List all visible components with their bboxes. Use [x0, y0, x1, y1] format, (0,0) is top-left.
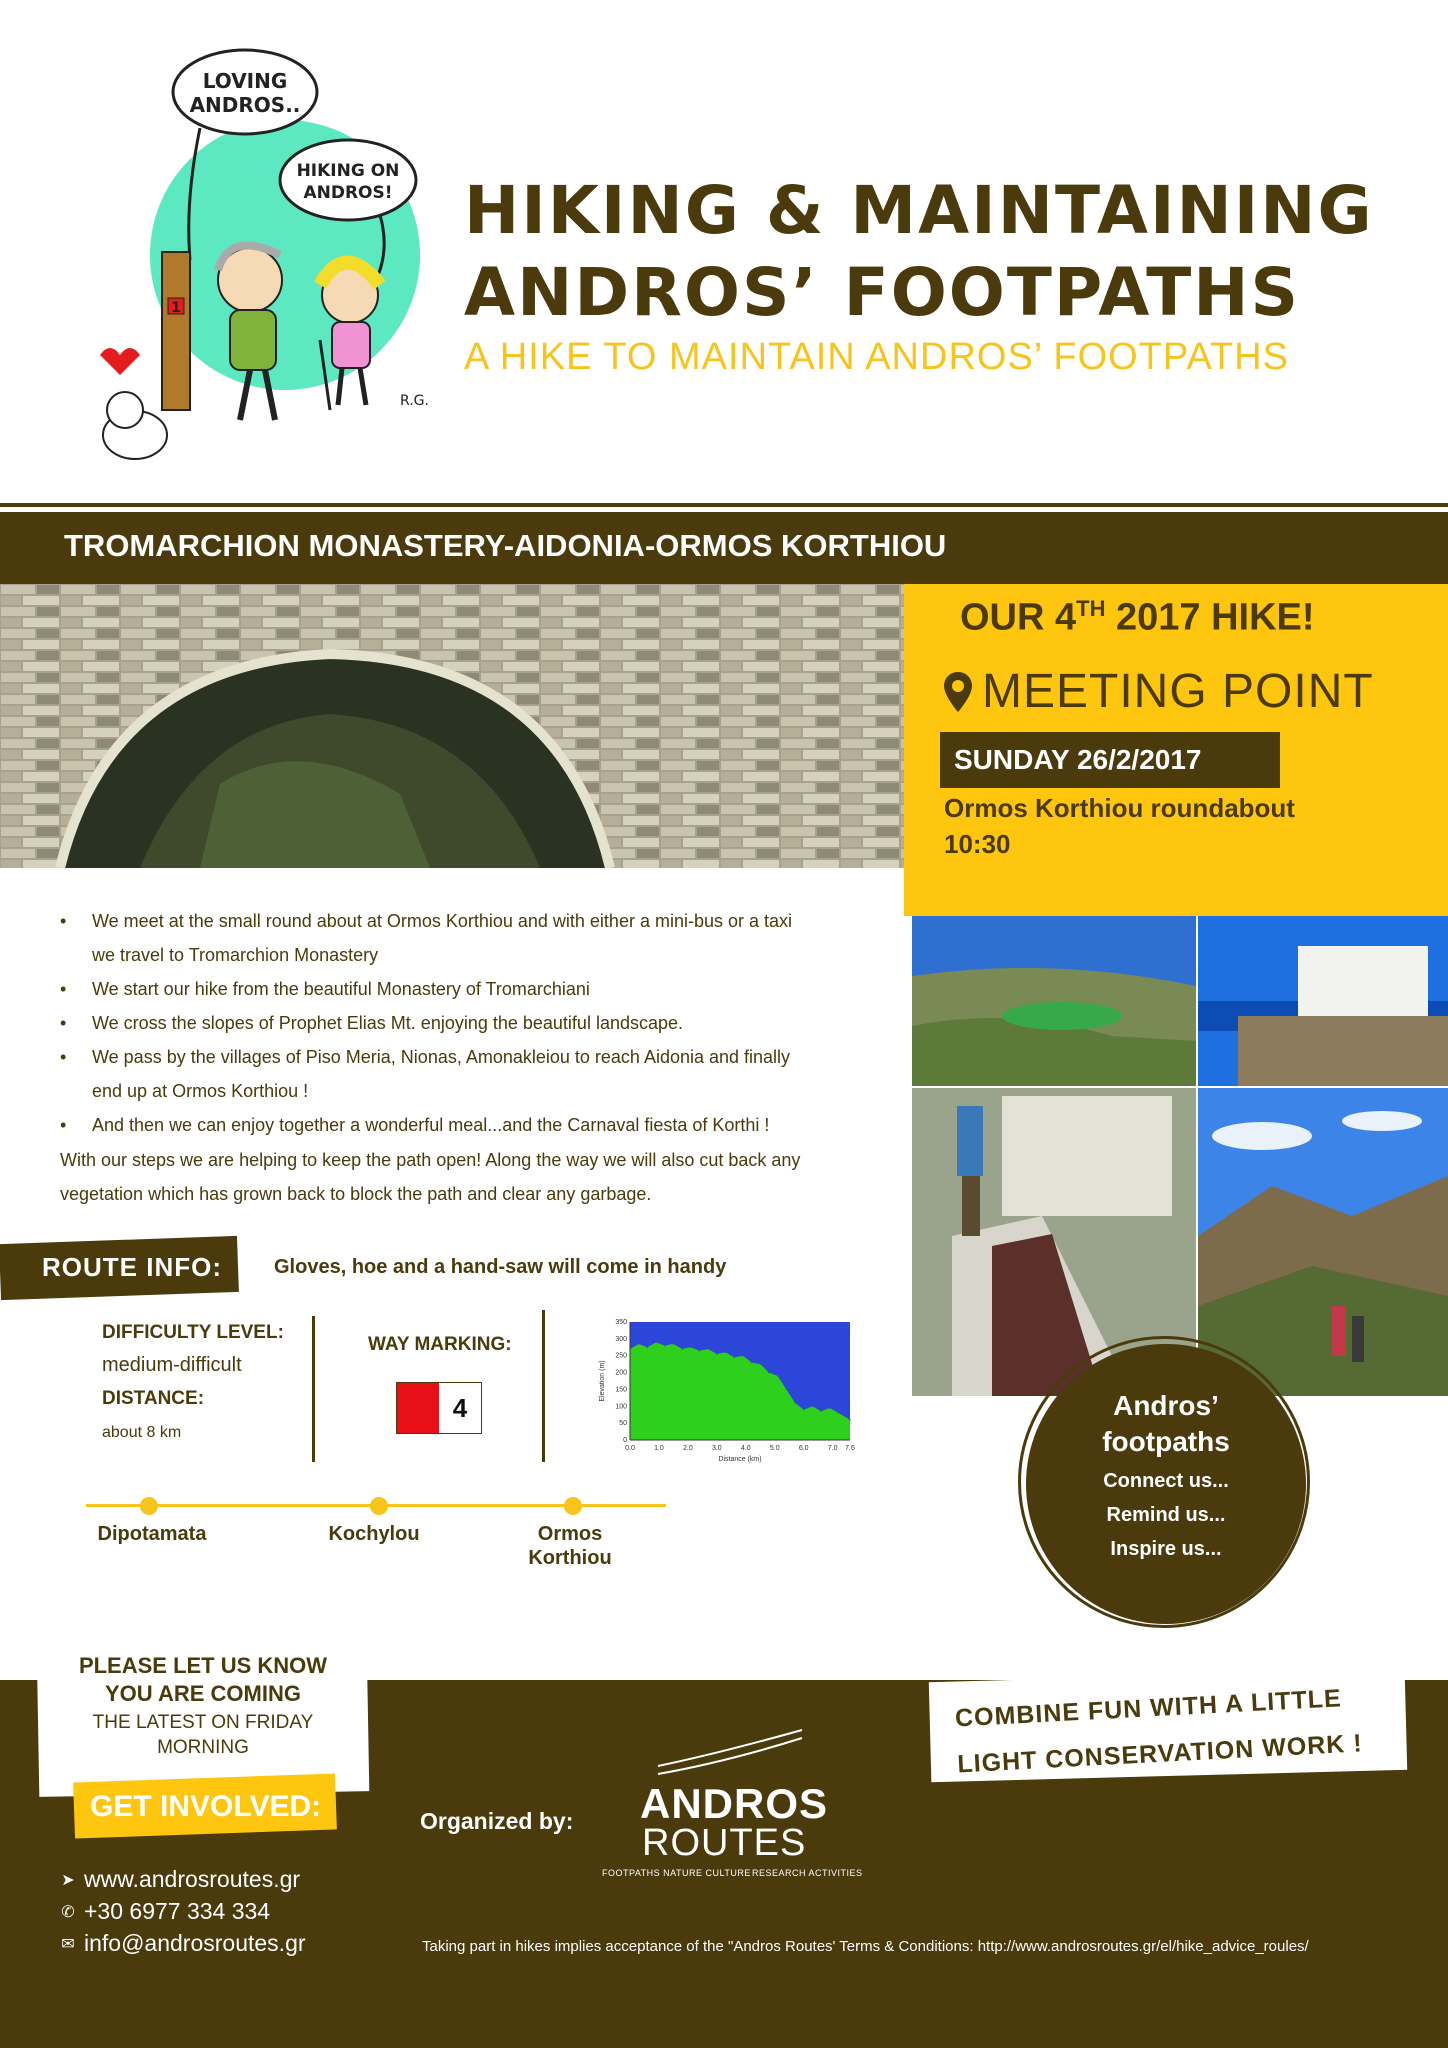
main-title-line-1: HIKING & MAINTAINING: [464, 172, 1374, 249]
y-axis-label: Elevation (m): [599, 1360, 606, 1402]
elevation-point: [716, 1353, 718, 1355]
x-axis-label: Distance (km): [718, 1456, 762, 1463]
x-tick-label: 2.0: [683, 1445, 693, 1452]
elevation-point: [707, 1348, 709, 1350]
elevation-point: [768, 1372, 770, 1374]
notice-sub-text: THE LATEST ON FRIDAY MORNING: [92, 1712, 314, 1758]
logo-routes: ROUTES: [642, 1822, 807, 1864]
elevation-point: [690, 1347, 692, 1349]
elevation-point: [681, 1348, 683, 1350]
x-tick-label: 1.0: [654, 1445, 664, 1452]
elevation-point: [673, 1343, 675, 1345]
list-item: • We meet at the small round about at Ormos Korthiou and with either a mini-bus or a taxi we travel to Tromarchion Monastery: [60, 904, 810, 972]
logo-tagline-1: FOOTPATHS NATURE CULTURE: [602, 1868, 751, 1878]
elevation-point: [733, 1357, 735, 1359]
elevation-point: [638, 1343, 640, 1345]
stop-marker: [564, 1497, 582, 1515]
x-tick-label: 6.0: [798, 1445, 809, 1452]
y-tick-label: 0: [623, 1437, 627, 1444]
notice-bold-text: PLEASE LET US KNOW YOU ARE COMING: [78, 1653, 328, 1706]
elevation-point: [803, 1409, 805, 1411]
x-tick-label: 0.0: [625, 1445, 635, 1452]
y-tick-label: 100: [615, 1403, 627, 1411]
difficulty-value: medium-difficult: [102, 1354, 242, 1376]
circle-line-3: Connect us...: [1103, 1470, 1229, 1492]
stop-marker: [140, 1497, 158, 1515]
x-tick-label: 7.0: [827, 1445, 838, 1452]
divider-line: [312, 1316, 315, 1462]
description-bullets: [60, 904, 810, 1142]
organized-by-label: Organized by:: [420, 1808, 574, 1834]
elevation-point: [794, 1402, 796, 1404]
arch-photo: [0, 584, 904, 868]
meeting-place-name: Ormos Korthiou roundabout: [944, 793, 1295, 823]
distance-label: DISTANCE:: [102, 1388, 205, 1409]
elevation-point: [777, 1375, 779, 1377]
svg-text:ANDROS..: ANDROS..: [189, 93, 301, 117]
phone-number[interactable]: +30 6977 334 334: [84, 1898, 271, 1924]
x-tick-label: 3.0: [711, 1445, 722, 1452]
route-title: TROMARCHION MONASTERY-AIDONIA-ORMOS KORTHIOU: [64, 528, 947, 563]
stop-marker: [370, 1497, 388, 1515]
elevation-point: [751, 1362, 753, 1364]
list-item: • And then we can enjoy together a wonderful meal...and the Carnaval fiesta of Korthi !: [60, 1108, 810, 1142]
svg-text:1: 1: [171, 300, 181, 316]
logo-andros: ANDROS: [640, 1780, 829, 1827]
elevation-point: [742, 1355, 744, 1357]
elevation-point: [760, 1363, 762, 1365]
divider-line: [0, 503, 1448, 507]
stop-name: Ormos Korthiou: [528, 1523, 612, 1569]
meeting-date: SUNDAY 26/2/2017: [954, 744, 1202, 775]
main-title-line-2: ANDROS’ FOOTPATHS: [464, 254, 1300, 331]
list-item: • We cross the slopes of Prophet Elias Mt. enjoying the beautiful landscape.: [60, 1006, 810, 1040]
subtitle: A HIKE TO MAINTAIN ANDROS’ FOOTPATHS: [464, 336, 1289, 378]
elevation-point: [725, 1352, 727, 1354]
elevation-chart: [590, 1316, 860, 1476]
svg-text:ANDROS!: ANDROS!: [303, 183, 393, 203]
description-paragraph: With our steps we are helping to keep the path open! Along the way we will also cut back any vegetation which has grown back to block the path and clear any garbage.: [60, 1150, 801, 1204]
list-item: • We pass by the villages of Piso Meria, Nionas, Amonakleiou to reach Aidonia and finally end up at Ormos Korthiou !: [60, 1040, 810, 1108]
circle-line-2: footpaths: [1102, 1426, 1230, 1457]
combine-line-1: COMBINE FUN WITH A LITTLE: [954, 1684, 1343, 1733]
svg-text:R.G.: R.G.: [400, 393, 429, 409]
elevation-point: [812, 1406, 814, 1408]
elevation-point: [820, 1411, 822, 1413]
elevation-point: [829, 1407, 831, 1409]
arrow-icon: ➤: [61, 1872, 75, 1889]
waymark-red-square: [397, 1383, 439, 1433]
elevation-chart-svg: [590, 1316, 860, 1476]
stop-name: Kochylou: [328, 1523, 420, 1545]
elevation-point: [849, 1419, 851, 1421]
bubble-1-text: LOVING: [202, 69, 288, 93]
combine-line-2: LIGHT CONSERVATION WORK !: [956, 1729, 1364, 1779]
location-pin-icon: [944, 672, 972, 717]
y-tick-label: 50: [619, 1420, 627, 1428]
circle-line-5: Inspire us...: [1110, 1538, 1222, 1560]
elevation-point: [664, 1345, 666, 1347]
website-link[interactable]: www.androsroutes.gr: [84, 1866, 301, 1892]
elevation-point: [838, 1412, 840, 1414]
x-tick-label: 4.0: [740, 1445, 751, 1452]
phone-icon: ✆: [61, 1904, 75, 1921]
elevation-point: [786, 1389, 788, 1391]
route-info-label: ROUTE INFO:: [42, 1252, 222, 1282]
y-tick-label: 200: [615, 1369, 627, 1377]
difficulty-label: DIFFICULTY LEVEL:: [102, 1322, 284, 1343]
elevation-point: [699, 1350, 701, 1352]
header-illustration: [80, 40, 440, 480]
svg-text:HIKING ON: HIKING ON: [296, 161, 400, 181]
y-tick-label: 300: [615, 1335, 627, 1343]
meeting-time: 10:30: [944, 829, 1011, 859]
terms-notice: Taking part in hikes implies acceptance of the "Andros Routes' Terms & Conditions: http://www.androsroutes.gr/el/hike_advice_roules/: [422, 1938, 1309, 1955]
envelope-icon: ✉: [61, 1936, 75, 1953]
meeting-point-label: MEETING POINT: [982, 665, 1374, 718]
y-tick-label: 350: [615, 1319, 627, 1326]
circle-line-4: Remind us...: [1106, 1504, 1226, 1526]
y-tick-label: 250: [615, 1352, 627, 1360]
waymark-number: 4: [452, 1393, 468, 1423]
waymark-sign: [396, 1382, 482, 1434]
x-tick-label: 7.6: [845, 1445, 855, 1452]
get-involved-label: GET INVOLVED:: [90, 1790, 322, 1823]
elevation-point: [647, 1347, 649, 1349]
elevation-point: [655, 1341, 657, 1343]
meeting-place: [944, 790, 1364, 862]
divider-line: [542, 1310, 545, 1462]
email-link[interactable]: info@androsroutes.gr: [84, 1930, 306, 1956]
tools-note: Gloves, hoe and a hand-saw will come in handy: [274, 1256, 727, 1278]
hike-number-heading: OUR 4TH 2017 HIKE!: [960, 596, 1315, 639]
logo-tagline-2: RESEARCH ACTIVITIES: [752, 1868, 863, 1878]
photo-collage: [912, 916, 1448, 1396]
stop-name: Dipotamata: [97, 1523, 207, 1545]
andros-routes-logo-swoosh: [656, 1726, 806, 1781]
y-tick-label: 150: [615, 1386, 627, 1394]
list-item: • We start our hike from the beautiful Monastery of Tromarchiani: [60, 972, 810, 1006]
waymarking-label: WAY MARKING:: [368, 1334, 512, 1355]
distance-value: about 8 km: [102, 1424, 182, 1441]
x-tick-label: 5.0: [769, 1445, 780, 1452]
circle-line-1: Andros’: [1113, 1390, 1219, 1421]
